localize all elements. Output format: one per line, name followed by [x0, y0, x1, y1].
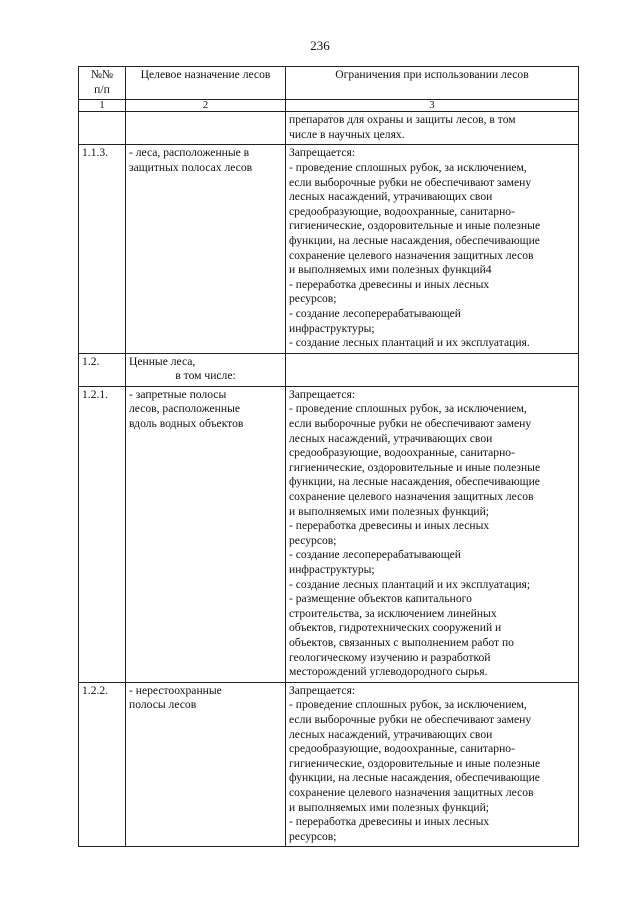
- row-restrictions: [286, 353, 579, 386]
- forest-restrictions-table: [78, 66, 579, 847]
- header-purpose: Целевое назначение лесов: [126, 67, 286, 100]
- header-restrictions: Ограничения при использовании лесов: [286, 67, 579, 100]
- row-purpose: - нерестоохранные полосы лесов: [126, 682, 286, 847]
- table-row: [79, 682, 579, 847]
- header-row: [79, 67, 579, 100]
- row-purpose: Ценные леса, в том числе:: [126, 353, 286, 386]
- row-number: 1.1.3.: [79, 145, 126, 353]
- page-number: 236: [310, 38, 330, 53]
- column-number: 2: [126, 100, 286, 112]
- continuation-row: [79, 112, 579, 145]
- row-purpose: - запретные полосы лесов, расположенные вдоль водных объектов: [126, 386, 286, 682]
- header-num: №№ п/п: [79, 67, 126, 100]
- row-number: 1.2.2.: [79, 682, 126, 847]
- row-number: 1.2.: [79, 353, 126, 386]
- row-purpose: - леса, расположенные в защитных полосах лесов: [126, 145, 286, 353]
- column-number: 3: [286, 100, 579, 112]
- row-restrictions: Запрещается: - проведение сплошных рубок, за исключением, если выборочные рубки не обеспечивают замену лесных насаждений, утрачивающих свои средообразующие, водоохранные, санитарно- гигиенические, оздоровительные и иные полезные функции, на лесные насаждения, обеспечивающие сохранение целевого назначения защитных лесов и выполняемых ими полезных функций4 - переработка древесины и иных лесных ресурсов; - создание лесоперерабатывающей инфраструктуры; - создание лесных плантаций и их эксплуатация.: [286, 145, 579, 353]
- row-restrictions: Запрещается: - проведение сплошных рубок, за исключением, если выборочные рубки не обеспечивают замену лесных насаждений, утрачивающих свои средообразующие, водоохранные, санитарно- гигиенические, оздоровительные и иные полезные функции, на лесные насаждения, обеспечивающие сохранение целевого назначения защитных лесов и выполняемых ими полезных функций; - переработка древесины и иных лесных ресурсов; - создание лесоперерабатывающей инфраструктуры; - создание лесных плантаций и их эксплуатация; - размещение объектов капитального строительства, за исключением линейных объектов, гидротехнических сооружений и объектов, связанных с выполнением работ по геологическому изучению и разработкой месторождений углеводородного сырья.: [286, 386, 579, 682]
- column-number-row: [79, 100, 579, 112]
- table-row: [79, 145, 579, 353]
- table-row: [79, 386, 579, 682]
- continuation-text: препаратов для охраны и защиты лесов, в том числе в научных целях.: [286, 112, 579, 145]
- row-restrictions: Запрещается: - проведение сплошных рубок, за исключением, если выборочные рубки не обеспечивают замену лесных насаждений, утрачивающих свои средообразующие, водоохранные, санитарно- гигиенические, оздоровительные и иные полезные функции, на лесные насаждения, обеспечивающие сохранение целевого назначения защитных лесов и выполняемых ими полезных функций; - переработка древесины и иных лесных ресурсов;: [286, 682, 579, 847]
- row-number: 1.2.1.: [79, 386, 126, 682]
- column-number: 1: [79, 100, 126, 112]
- table-row: [79, 353, 579, 386]
